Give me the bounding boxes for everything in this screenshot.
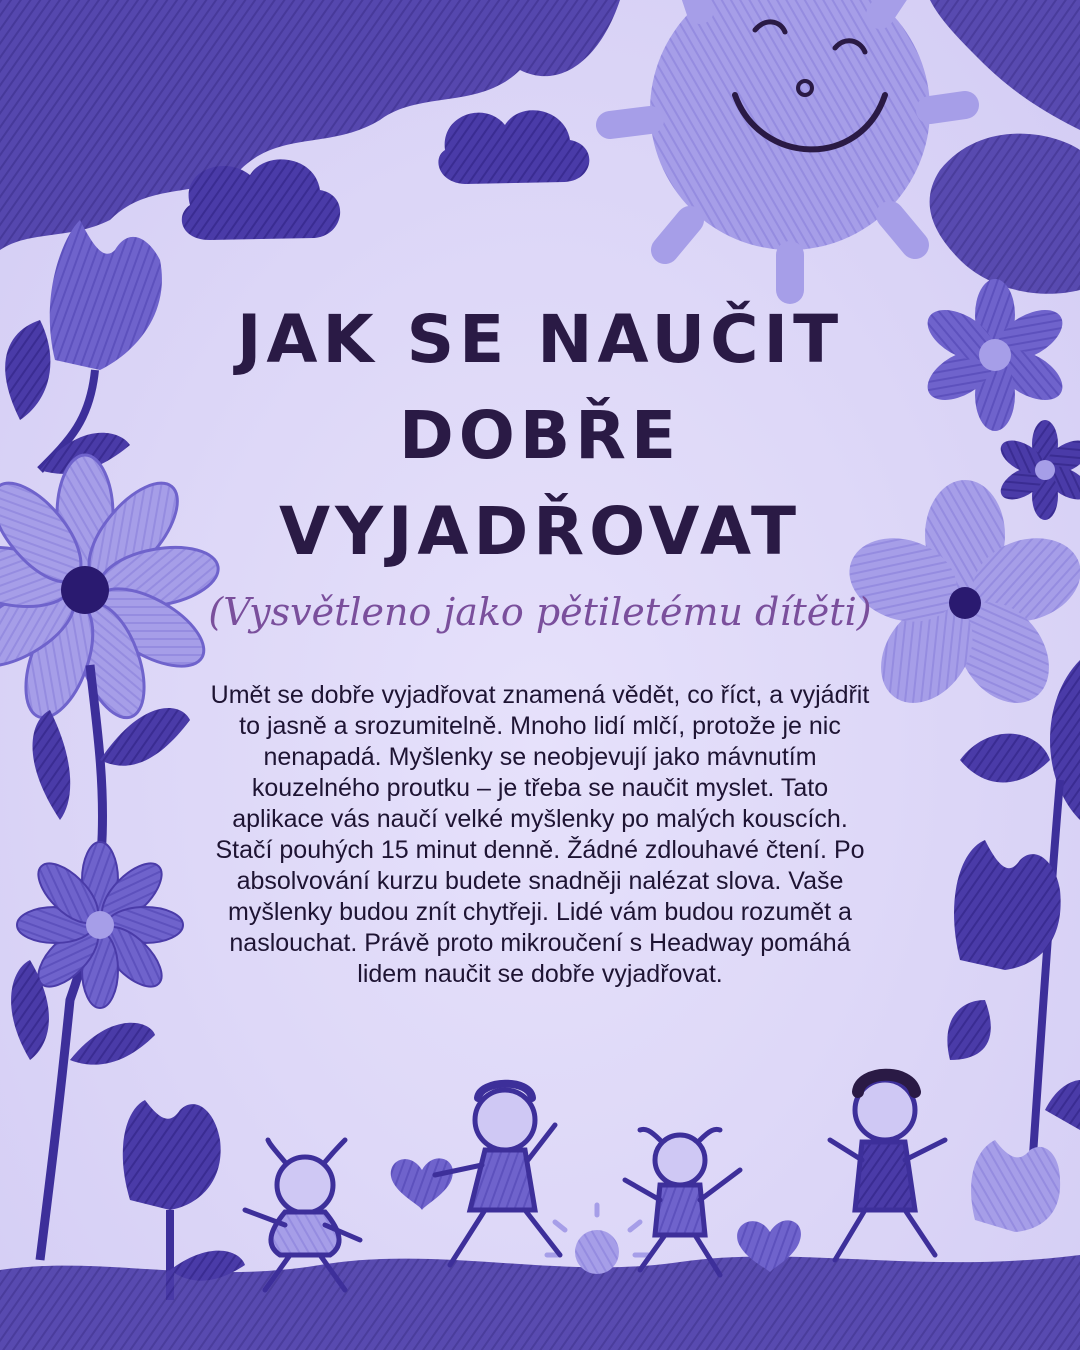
body-paragraph: Umět se dobře vyjadřovat znamená vědět, co říct, a vyjádřit to jasně a srozumitelně. Mnoho lidí mlčí, protože je nic nenapadá. Myšlenky se neobjevují jako mávnutím kouzelného proutku – je třeba se naučit myslet. Tato aplikace vás naučí velké myšlenky po malých kouscích. Stačí pouhých 15 minut denně. Žádné zdlouhavé čtení. Po absolvování kurzu budete snadněji nalézat slova. Vaše myšlenky budou znít chytřeji. Lidé vám budou rozumět a naslouchat. Právě proto mikroučení s Headway pomáhá lidem naučit se dobře vyjadřovat.: [210, 681, 870, 988]
grass-scribbles: [0, 1255, 1080, 1350]
cloud-icon: [182, 159, 340, 240]
child-icon: [435, 1084, 560, 1265]
title-line: JAK SE NAUČIT: [236, 301, 844, 378]
cloud-icon: [438, 110, 589, 184]
sun-icon: [547, 1205, 648, 1274]
flower-icon: [11, 842, 183, 1065]
flower-icon: [995, 420, 1080, 520]
title-line: DOBŘE: [398, 397, 682, 474]
tulip-icon: [947, 840, 1080, 1130]
flower-icon: [919, 279, 1071, 431]
tulip-icon: [5, 220, 162, 474]
page-title: [140, 292, 940, 580]
title-line: VYJADŘOVAT: [278, 493, 802, 570]
sun-icon: [610, 0, 965, 290]
tulip-icon: [971, 1140, 1060, 1232]
heart-icon: [391, 1158, 453, 1210]
child-icon: [830, 1075, 945, 1260]
subtitle: (Vysvětleno jako pětiletému dítěti): [208, 590, 872, 634]
